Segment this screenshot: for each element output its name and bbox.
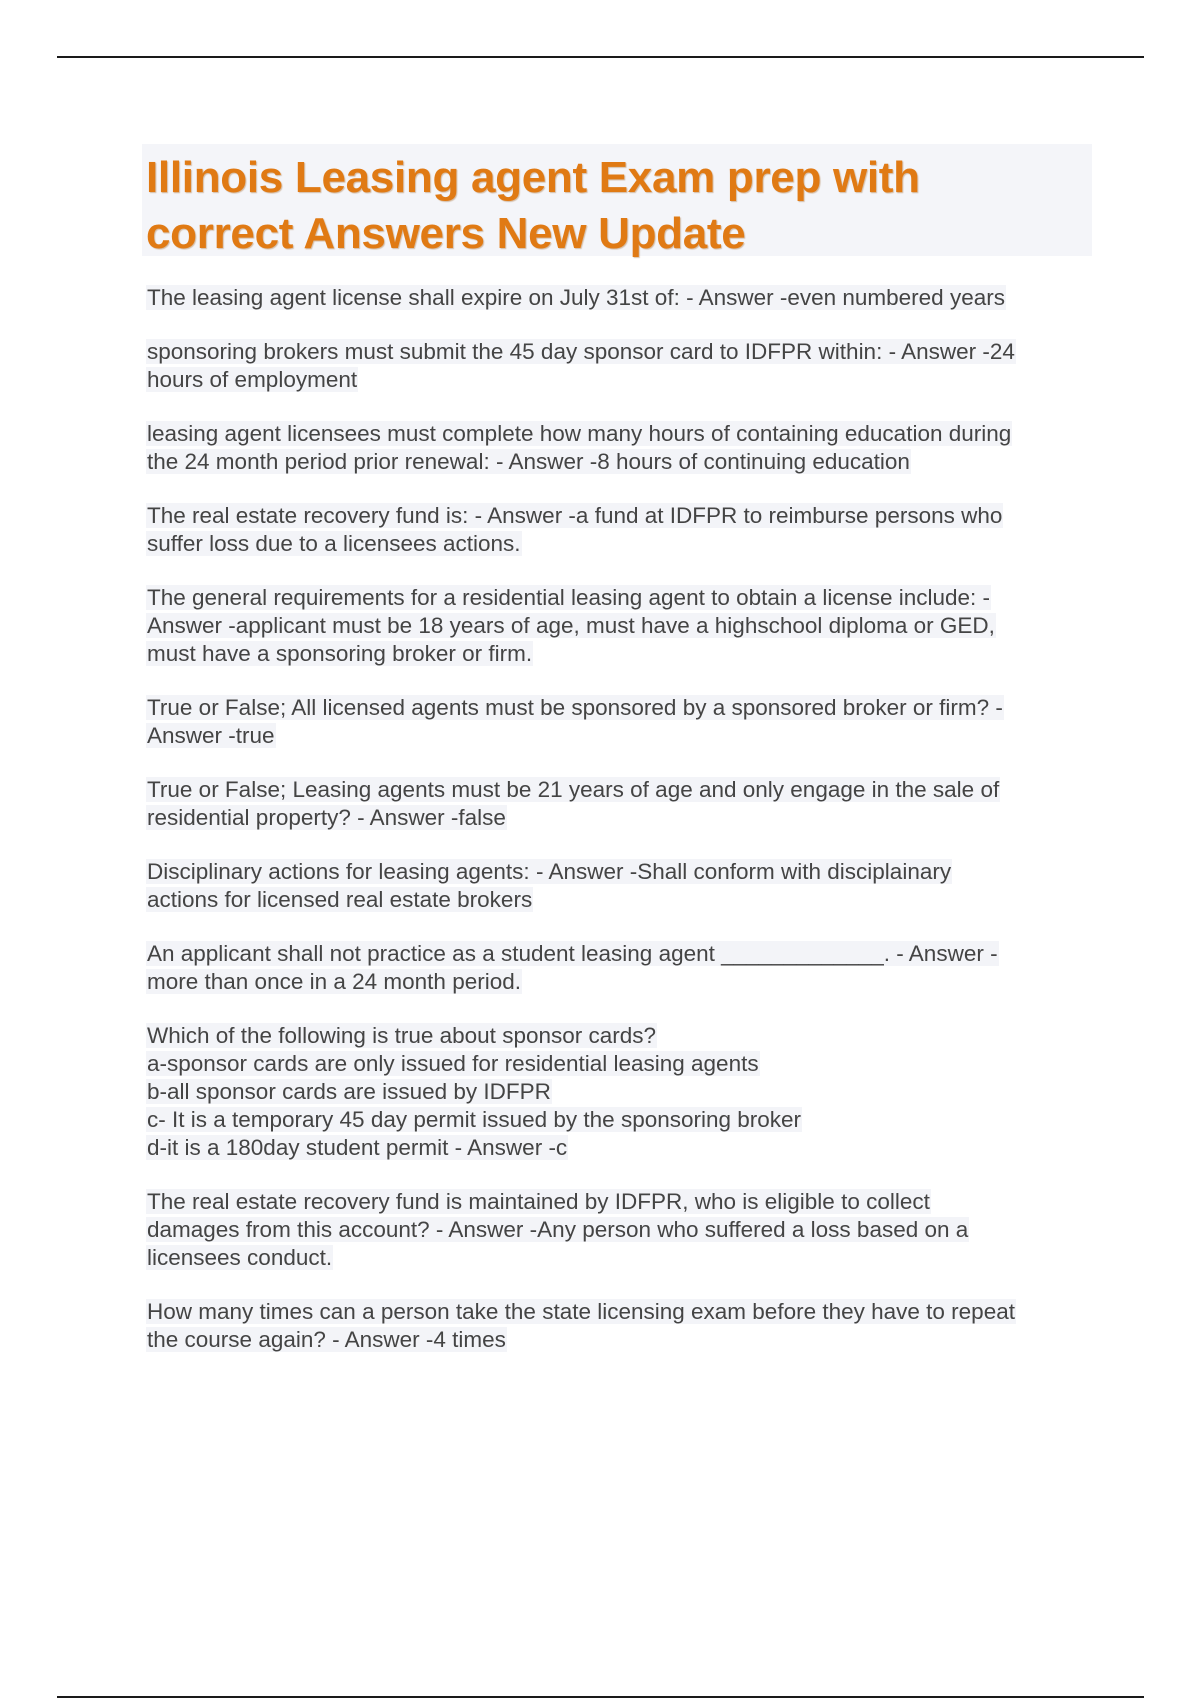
qa-item <box>146 338 1092 394</box>
qa-item <box>146 776 1092 832</box>
qa-item-text: The leasing agent license shall expire on July 31st of: - Answer -even numbered years <box>147 285 1005 310</box>
qa-item-text: The general requirements for a residential leasing agent to obtain a license include: - Answer -applicant must be 18 years of age, must have a highschool diploma or GED, must have a sponsoring broker or firm. <box>147 585 995 666</box>
qa-item-text: leasing agent licensees must complete how many hours of containing education during the 24 month period prior renewal: - Answer -8 hours of continuing education <box>147 421 1012 474</box>
qa-item <box>146 584 1092 668</box>
top-rule <box>57 56 1144 58</box>
qa-item-text: sponsoring brokers must submit the 45 day sponsor card to IDFPR within: - Answer -24 hours of employment <box>147 339 1015 392</box>
qa-item <box>146 1022 1092 1162</box>
qa-item-text: The real estate recovery fund is maintained by IDFPR, who is eligible to collect damages from this account? - Answer -Any person who suffered a loss based on a licensees conduct. <box>147 1189 969 1270</box>
qa-item <box>146 502 1092 558</box>
qa-item-text: An applicant shall not practice as a student leasing agent _____________. - Answer - more than once in a 24 month period. <box>147 941 998 994</box>
qa-item-text: True or False; All licensed agents must be sponsored by a sponsored broker or firm? - Answer -true <box>147 695 1003 748</box>
qa-item-text: How many times can a person take the state licensing exam before they have to repeat the course again? - Answer -4 times <box>147 1299 1015 1352</box>
qa-item <box>146 858 1092 914</box>
qa-item <box>146 420 1092 476</box>
qa-item-text: Disciplinary actions for leasing agents: - Answer -Shall conform with disciplainary actions for licensed real estate brokers <box>147 859 952 912</box>
qa-item-text: True or False; Leasing agents must be 21 years of age and only engage in the sale of residential property? - Answer -false <box>147 777 1000 830</box>
qa-item <box>146 284 1092 312</box>
qa-item <box>146 694 1092 750</box>
qa-item-text: Which of the following is true about sponsor cards? a-sponsor cards are only issued for residential leasing agents b-all sponsor cards are issued by IDFPR c- It is a temporary 45 day permit issued by the sponsoring broker d-it is a 180day student permit - Answer -c <box>147 1023 802 1160</box>
document-title: Illinois Leasing agent Exam prep with correct Answers New Update <box>146 153 920 258</box>
qa-list <box>146 284 1092 1380</box>
qa-item <box>146 1188 1092 1272</box>
qa-item-text: The real estate recovery fund is: - Answer -a fund at IDFPR to reimburse persons who suffer loss due to a licensees actions. <box>147 503 1003 556</box>
bottom-rule <box>57 1696 1144 1698</box>
qa-item <box>146 940 1092 996</box>
title-block <box>142 144 1092 256</box>
qa-item <box>146 1298 1092 1354</box>
